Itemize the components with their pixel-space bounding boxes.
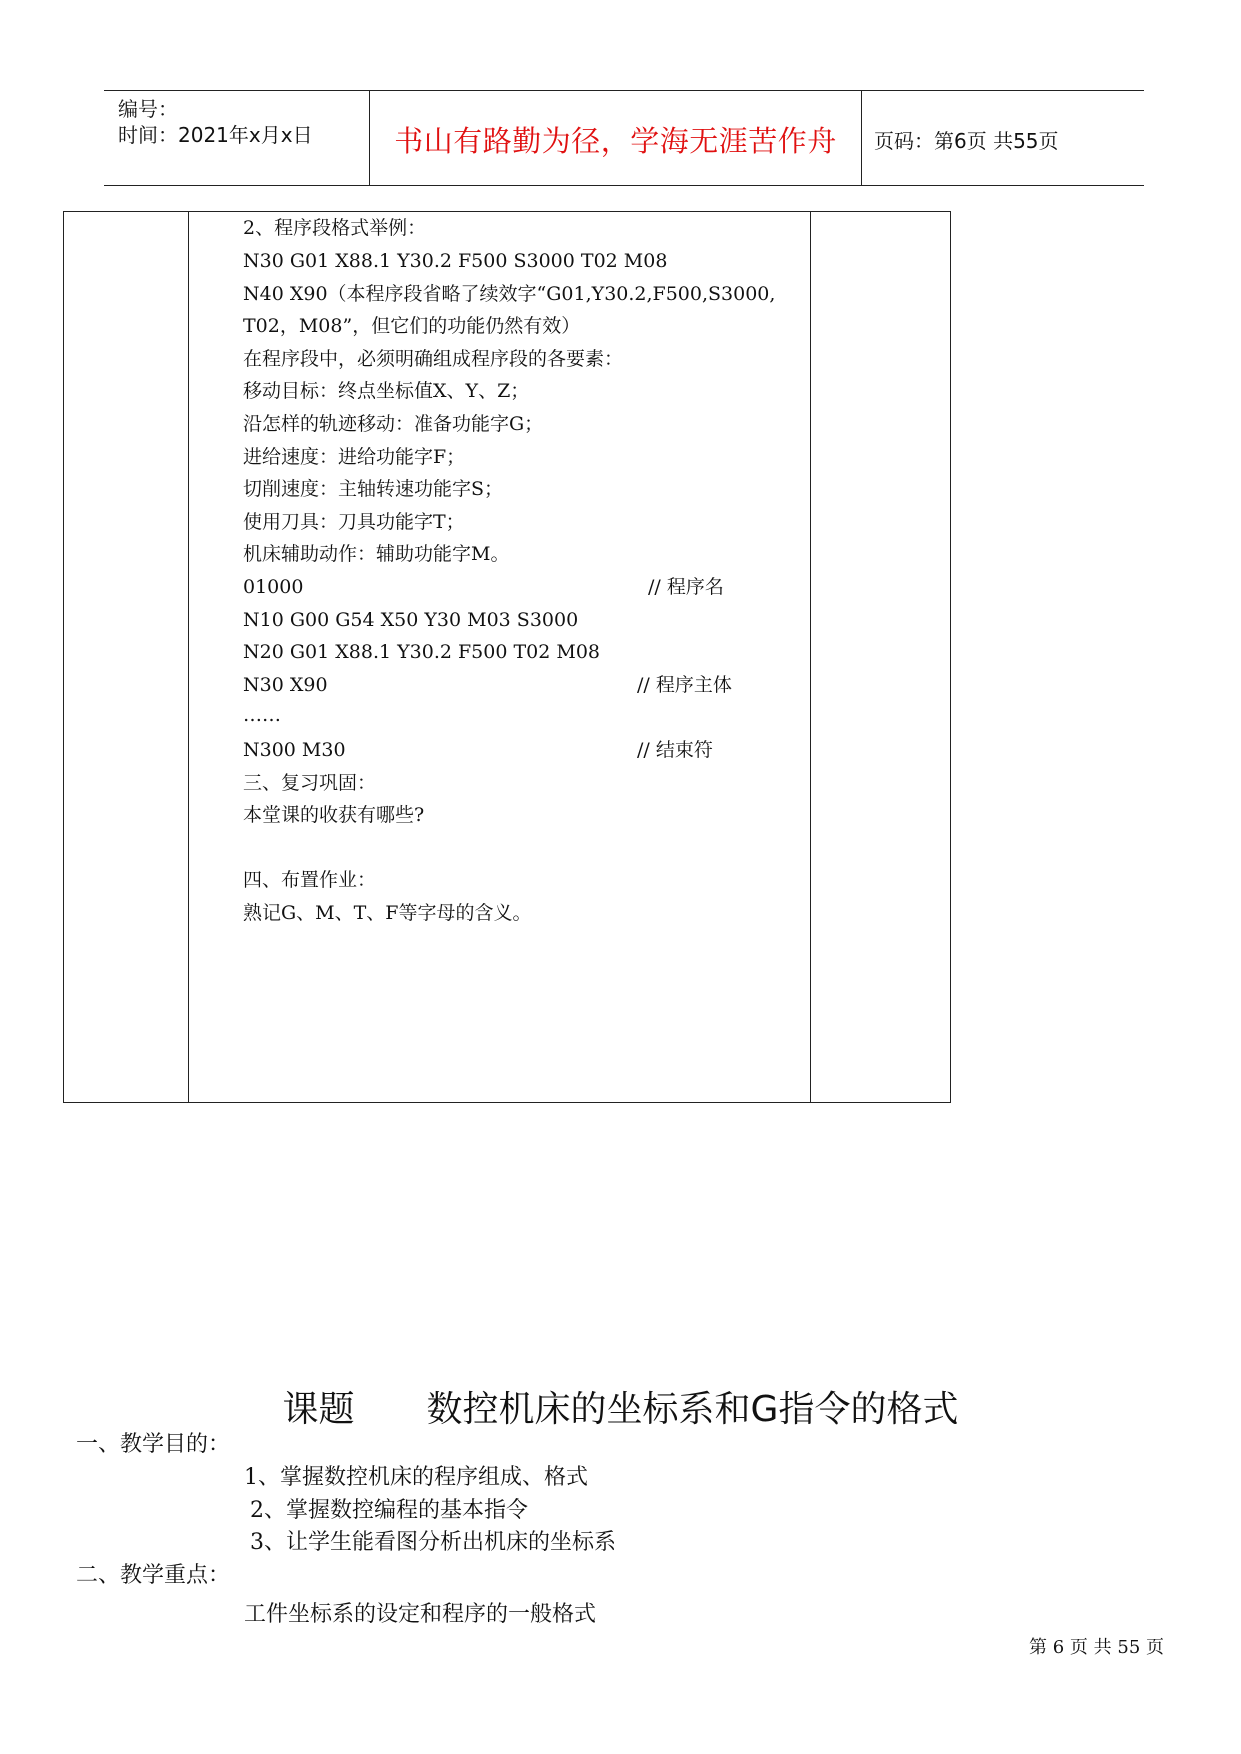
objectives-heading: 一、教学目的： [76, 1432, 231, 1457]
key-points-text: 工件坐标系的设定和程序的一般格式 [244, 1602, 597, 1627]
table-line: N20 G01 X88.1 Y30.2 F500 T02 M08 [243, 641, 601, 663]
objective-item: 1、掌握数控机床的程序组成、格式 [244, 1465, 588, 1490]
table-line: 熟记G、M、T、F等字母的含义。 [243, 902, 532, 924]
table-line: 机床辅助动作：辅助功能字M。 [243, 543, 510, 565]
table-column-left [64, 212, 189, 1102]
table-line: 沿怎样的轨迹移动：准备功能字G； [243, 413, 544, 435]
program-body-comment: // 程序主体 [637, 674, 732, 696]
objective-item: 2、掌握数控编程的基本指令 [250, 1498, 528, 1523]
table-line: 四、布置作业： [243, 869, 377, 891]
topic-title [0, 1381, 1241, 1432]
topic-label: 课题 [282, 1389, 355, 1430]
header-page-cell [862, 91, 1144, 185]
table-line: 切削速度：主轴转速功能字S； [243, 478, 504, 500]
objective-item: 3、让学生能看图分析出机床的坐标系 [250, 1530, 616, 1555]
table-line: N30 G01 X88.1 Y30.2 F500 S3000 T02 M08 [243, 250, 668, 272]
table-line: 使用刀具：刀具功能字T； [243, 511, 465, 533]
topic-name: 数控机床的坐标系和G指令的格式 [426, 1389, 959, 1430]
table-line: 移动目标：终点坐标值X、Y、Z； [243, 380, 530, 402]
table-line: T02，M08”，但它们的功能仍然有效） [243, 315, 581, 337]
table-line: 进给速度：进给功能字F； [243, 446, 466, 468]
header-info-cell [104, 91, 369, 185]
motto: 书山有路勤为径，学海无涯苦作舟 [394, 124, 837, 158]
program-end-line: N300 M30 [243, 739, 346, 761]
document-time-label: 时间：2021年x月x日 [118, 123, 313, 147]
program-body-line: N30 X90 [243, 674, 328, 696]
table-line: N40 X90（本程序段省略了续效字“G01,Y30.2,F500,S3000, [243, 283, 776, 305]
table-line: 在程序段中，必须明确组成程序段的各要素： [243, 348, 624, 370]
page-footer: 第 6 页 共 55 页 [1029, 1637, 1164, 1658]
program-name-comment: // 程序名 [648, 576, 724, 598]
header-motto-cell [369, 91, 862, 185]
table-line: N10 G00 G54 X50 Y30 M03 S3000 [243, 609, 579, 631]
program-end-comment: // 结束符 [637, 739, 713, 761]
document-number-label: 编号： [118, 97, 178, 121]
header-page-info: 页码：第6页 共55页 [874, 129, 1059, 153]
table-column-right [811, 212, 950, 1102]
key-points-heading: 二、教学重点： [76, 1563, 231, 1588]
table-line: 2、程序段格式举例： [243, 217, 427, 239]
table-line: 三、复习巩固： [243, 772, 377, 794]
table-line: …… [243, 704, 281, 726]
page-header [104, 90, 1144, 186]
program-name-line: 01000 [243, 576, 304, 598]
table-line: 本堂课的收获有哪些? [243, 804, 425, 826]
